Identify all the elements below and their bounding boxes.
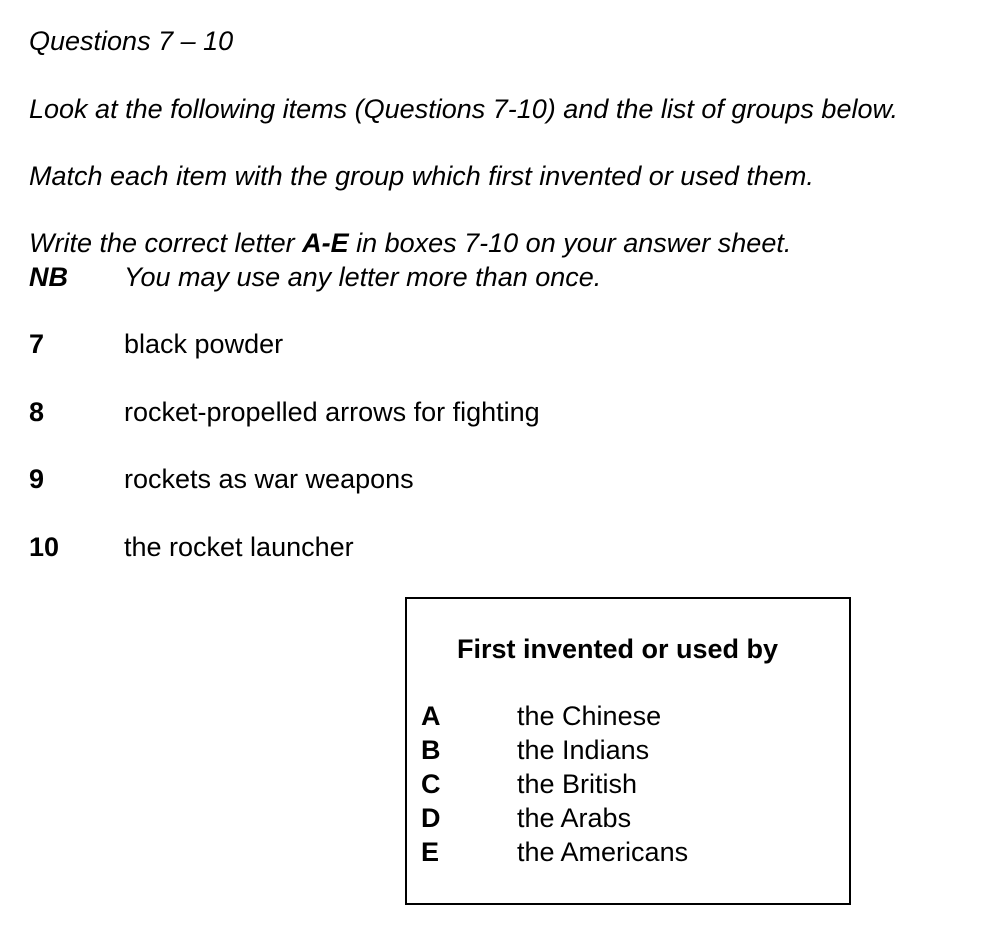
question-number: 7: [29, 329, 45, 359]
section-heading: Questions 7 – 10: [29, 26, 234, 56]
nb-note: [29, 260, 601, 294]
option-text: the Indians: [517, 735, 650, 765]
option-letter: A: [421, 701, 441, 731]
option-letter: D: [421, 803, 441, 833]
options-box-title: First invented or used by: [457, 634, 779, 664]
instruction-look: Look at the following items (Questions 7-10) and the list of groups below.: [29, 94, 898, 124]
nb-label: NB: [29, 262, 68, 292]
question-text: rocket-propelled arrows for fighting: [124, 397, 540, 427]
instruction-write-letters: A-E: [302, 228, 349, 258]
option-text: the Arabs: [517, 803, 632, 833]
option-letter: B: [421, 735, 441, 765]
option-letter: E: [421, 837, 440, 867]
question-number: 8: [29, 397, 45, 427]
nb-text: You may use any letter more than once.: [124, 262, 602, 292]
question-text: rockets as war weapons: [124, 464, 414, 494]
option-item: [421, 733, 649, 767]
instruction-write-after: in boxes 7-10 on your answer sheet.: [348, 228, 792, 258]
question-item: [29, 530, 354, 564]
question-text: black powder: [124, 329, 284, 359]
option-item: [421, 767, 637, 801]
option-letter: C: [421, 769, 441, 799]
question-item: [29, 462, 414, 496]
instruction-match: Match each item with the group which first invented or used them.: [29, 161, 814, 191]
option-item: [421, 801, 631, 835]
question-item: [29, 395, 540, 429]
options-box: [405, 597, 851, 905]
option-text: the Americans: [517, 837, 689, 867]
instruction-write-before: Write the correct letter: [29, 228, 303, 258]
option-item: [421, 699, 661, 733]
question-number: 9: [29, 464, 45, 494]
question-item: [29, 327, 283, 361]
option-text: the Chinese: [517, 701, 662, 731]
question-text: the rocket launcher: [124, 532, 354, 562]
option-item: [421, 835, 688, 869]
instruction-write: [29, 226, 791, 260]
question-number: 10: [29, 532, 60, 562]
option-text: the British: [517, 769, 638, 799]
